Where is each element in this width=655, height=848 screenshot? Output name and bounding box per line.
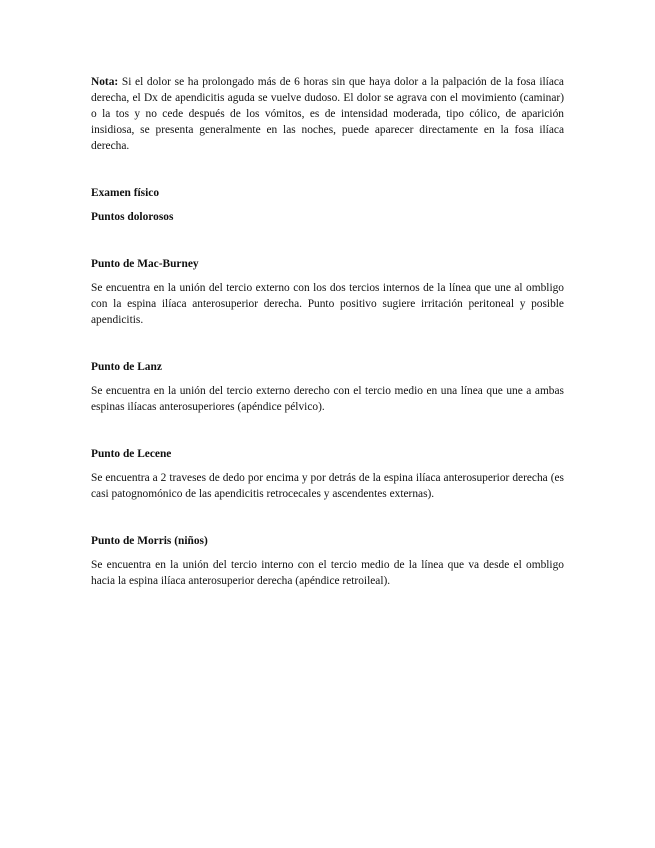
- document-page: [91, 74, 564, 589]
- point-description-lanz: Se encuentra en la unión del tercio externo derecho con el tercio medio en una línea que une a ambas espinas ilíacas anterosuperiores (apéndice pélvico).: [91, 385, 564, 413]
- note-text: Si el dolor se ha prolongado más de 6 horas sin que haya dolor a la palpación de la fosa ilíaca derecha, el Dx de apendicitis aguda se vuelve dudoso. El dolor se agrava con el movimiento (caminar) o la tos y no cede después de los vómitos, es de intensidad moderada, tipo cólico, de aparición insidiosa, se presenta generalmente en las noches, puede aparecer directamente en la fosa ilíaca derecha.: [91, 76, 564, 152]
- note-paragraph: [91, 74, 564, 154]
- point-title-lanz: Punto de Lanz: [91, 361, 162, 373]
- point-description-morris: Se encuentra en la unión del tercio interno con el tercio medio de la línea que va desde el ombligo hacia la espina ilíaca anterosuperior derecha (apéndice retroileal).: [91, 559, 564, 587]
- point-description-lecene: Se encuentra a 2 traveses de dedo por encima y por detrás de la espina ilíaca anterosuperior derecha (es casi patognomónico de las apendicitis retrocecales y ascendentes externas).: [91, 472, 564, 500]
- point-title-mac-burney: Punto de Mac-Burney: [91, 258, 199, 270]
- point-title-lecene: Punto de Lecene: [91, 448, 172, 460]
- note-label: Nota:: [91, 76, 119, 88]
- section-title: Examen físico: [91, 187, 160, 199]
- point-title-morris: Punto de Morris (niños): [91, 535, 208, 547]
- point-description-mac-burney: Se encuentra en la unión del tercio externo con los dos tercios internos de la línea que une al ombligo con la espina ilíaca anterosuperior derecha. Punto positivo sugiere irritación peritoneal y posible apendicitis.: [91, 282, 564, 326]
- section-subtitle: Puntos dolorosos: [91, 211, 174, 223]
